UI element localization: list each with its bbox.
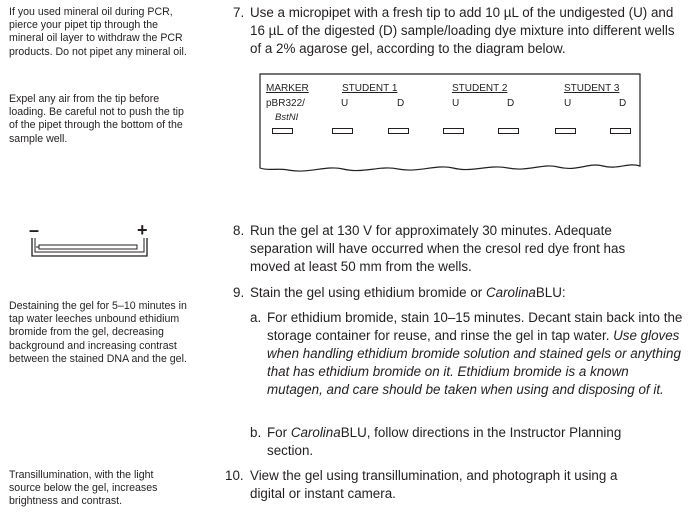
ethidium-safety-warning: Use gloves when handling ethidium bromide solution and stained gels or anything that has ethidium bromide on it. Ethidium bromide is a known mutagen, and care should be taken when using and disposing of it. bbox=[267, 328, 681, 397]
step-number: 7. bbox=[233, 5, 245, 20]
gel-well-student-1-u bbox=[332, 128, 353, 134]
marker-enzyme-label: BstNI bbox=[275, 112, 299, 123]
student-2-d-label: D bbox=[507, 98, 515, 109]
carolinablu-text-after: BLU, follow directions in the Instructor Planning section. bbox=[267, 425, 622, 458]
brand-name-regular: BLU: bbox=[535, 285, 566, 300]
brand-name-italic: Carolina bbox=[485, 285, 536, 300]
step-number: 9. bbox=[233, 285, 245, 300]
marker-label: MARKER bbox=[266, 83, 309, 94]
student-1-d-label: D bbox=[397, 98, 405, 109]
student-3-label: STUDENT 3 bbox=[564, 83, 620, 94]
step-text bbox=[250, 284, 688, 302]
ethidium-instructions: For ethidium bromide, stain 10–15 minutes. Decant stain back into the storage container for reuse, and rinse the gel in tap water. bbox=[267, 310, 683, 343]
student-2-u-label: U bbox=[452, 98, 460, 109]
carolinablu-text-before: For bbox=[267, 425, 291, 440]
brand-name-italic: Carolina bbox=[290, 425, 341, 440]
student-3-d-label: D bbox=[619, 98, 627, 109]
gel-well-student-3-d bbox=[610, 128, 631, 134]
sidebar-note-destaining: Destaining the gel for 5–10 minutes in tap water leeches unbound ethidium bromide from the gel, decreasing background and increasing contrast between the stained DNA and the gel. bbox=[9, 300, 187, 365]
gel-diagram bbox=[258, 72, 643, 184]
student-2-label: STUDENT 2 bbox=[452, 83, 508, 94]
substep-letter: a. bbox=[250, 310, 262, 325]
substep-text bbox=[267, 424, 667, 460]
gel-well-student-1-d bbox=[388, 128, 409, 134]
student-3-u-label: U bbox=[564, 98, 572, 109]
sidebar-note-mineral-oil: If you used mineral oil during PCR, pierce your pipet tip through the mineral oil layer to withdraw the PCR products. Do not pipet any mineral oil. bbox=[9, 6, 187, 58]
marker-sub-label: pBR322/ bbox=[266, 98, 305, 109]
substep-text bbox=[267, 309, 688, 399]
student-1-label: STUDENT 1 bbox=[342, 83, 398, 94]
negative-electrode-icon: – bbox=[29, 220, 40, 240]
step-text: View the gel using transillumination, and photograph it using a digital or instant camera. bbox=[250, 468, 618, 501]
gel-well-student-3-u bbox=[555, 128, 576, 134]
step-number: 10. bbox=[225, 468, 244, 483]
student-1-u-label: U bbox=[341, 98, 349, 109]
step-text: Use a micropipet with a fresh tip to add 10 µL of the undigested (U) and 16 µL of the digested (D) sample/loading dye mixture into different wells of a 2% agarose gel, according to the diagram below. bbox=[250, 5, 675, 56]
gel-well-student-2-u bbox=[443, 128, 464, 134]
step-9-text: Stain the gel using ethidium bromide or bbox=[250, 285, 486, 300]
positive-electrode-icon: + bbox=[137, 220, 148, 240]
step-number: 8. bbox=[233, 223, 245, 238]
substep-letter: b. bbox=[250, 425, 262, 440]
sidebar-note-expel-air: Expel any air from the tip before loading. Be careful not to push the tip of the pipet through the bottom of the sample well. bbox=[9, 93, 184, 145]
gel-well-student-2-d bbox=[498, 128, 519, 134]
gel-well-marker bbox=[272, 128, 293, 134]
step-text: Run the gel at 130 V for approximately 30 minutes. Adequate separation will have occurred when the cresol red dye front has moved at least 50 mm from the wells. bbox=[250, 223, 626, 274]
gel-chamber-icon bbox=[27, 220, 157, 262]
sidebar-note-transillumination: Transillumination, with the light source below the gel, increases brightness and contrast. bbox=[9, 469, 158, 508]
